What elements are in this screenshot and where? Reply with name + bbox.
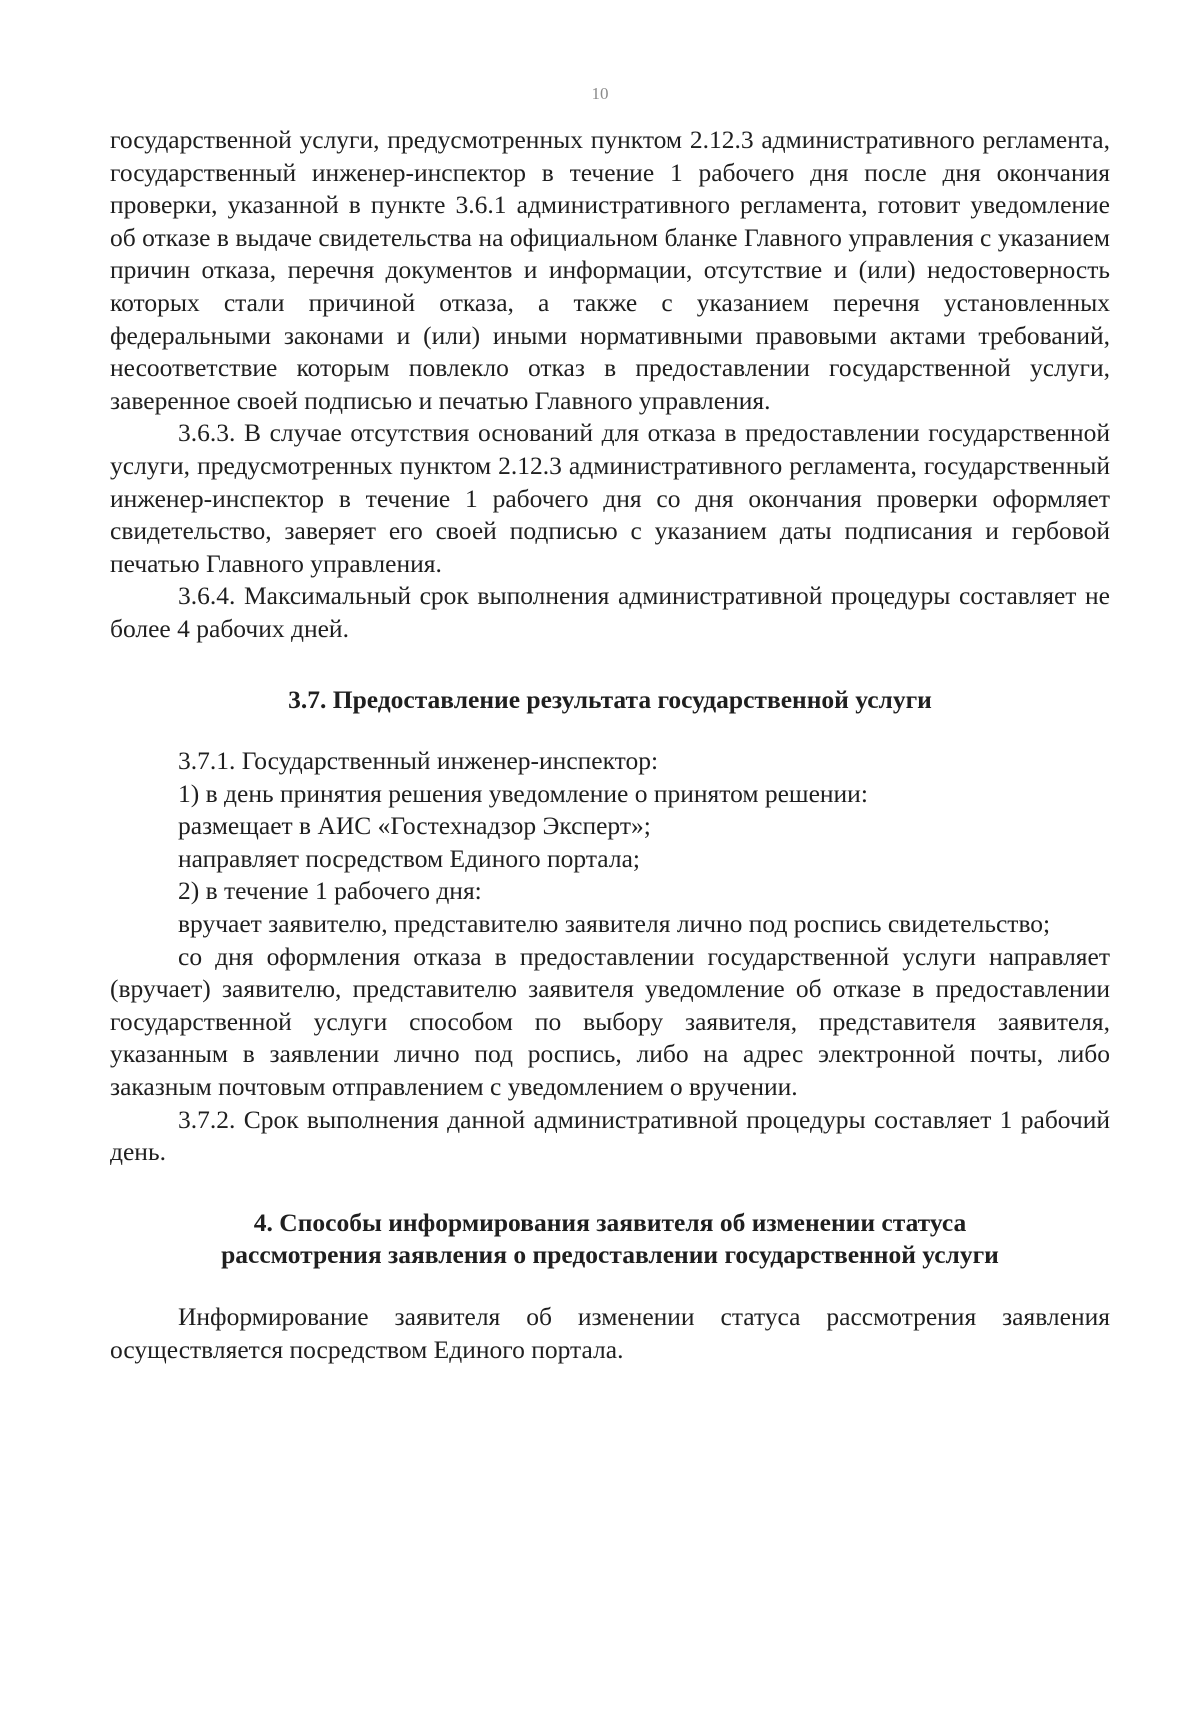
section-heading-4-line2: рассмотрения заявления о предоставлении государственной услуги <box>221 1240 999 1270</box>
paragraph-3-6-3: 3.6.3. В случае отсутствия оснований для отказа в предоставлении государственной услуги, предусмотренных пунктом 2.12.3 административного регламента, государственный инженер-инспектор в течение 1 рабочего дня со дня окончания проверки оформляет свидетельство, заверяет его своей подписью с указанием даты подписания и гербовой печатью Главного управления. <box>110 418 1110 578</box>
paragraph-informing: Информирование заявителя об изменении статуса рассмотрения заявления осуществляется посредством Единого портала. <box>110 1302 1110 1364</box>
line-3-7-1: 3.7.1. Государственный инженер-инспектор: <box>178 746 659 776</box>
line-item-1: 1) в день принятия решения уведомление о принятом решении: <box>178 778 868 808</box>
page-number: 10 <box>591 84 609 103</box>
paragraph-refusal-notice: со дня оформления отказа в предоставлении государственной услуги направляет (вручает) заявителю, представителю заявителя уведомление об отказе в предоставлении государственной услуги способом по выбору заявителя, представителя заявителя, указанным в заявлении лично под роспись, либо на адрес электронной почты, либо заказным почтовым отправлением с уведомлением о вручении. <box>110 941 1110 1102</box>
paragraph-continuation: государственной услуги, предусмотренных пунктом 2.12.3 административного регламента, государственный инженер-инспектор в течение 1 рабочего дня после дня окончания проверки, указанной в пункте 3.6.1 административного регламента, готовит уведомление об отказе в выдаче свидетельства на официальном бланке Главного управления с указанием причин отказа, перечня документов и информации, отсутствие и (или) недостоверность которых стали причиной отказа, а также с указанием перечня установленных федеральными законами и (или) иными нормативными правовыми актами требований, несоответствие которым повлекло отказ в предоставлении государственной услуги, заверенное своей подписью и печатью Главного управления. <box>110 125 1110 415</box>
line-item-2: 2) в течение 1 рабочего дня: <box>178 876 482 906</box>
paragraph-3-6-4: 3.6.4. Максимальный срок выполнения административной процедуры составляет не более 4 рабочих дней. <box>110 581 1110 643</box>
paragraph-hand-over: вручает заявителю, представителю заявителя лично под роспись свидетельство; <box>178 909 1051 939</box>
section-heading-3-7: 3.7. Предоставление результата государственной услуги <box>288 684 932 714</box>
section-heading-4-line1: 4. Способы информирования заявителя об изменении статуса <box>253 1207 967 1237</box>
paragraph-3-7-2: 3.7.2. Срок выполнения данной административной процедуры составляет 1 рабочий день. <box>110 1104 1110 1167</box>
line-place-ais: размещает в АИС «Гостехнадзор Эксперт»; <box>178 811 651 841</box>
document-body <box>110 124 1110 1366</box>
line-send-portal: направляет посредством Единого портала; <box>178 843 640 873</box>
